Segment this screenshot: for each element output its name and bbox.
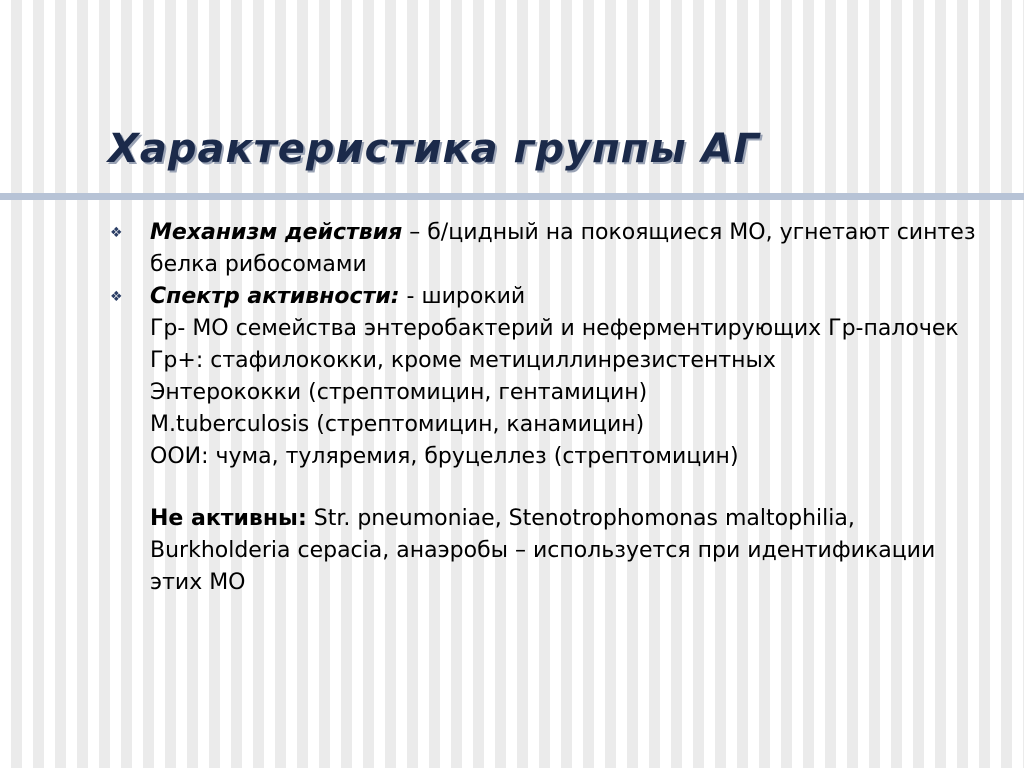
bullet-lead: Спектр активности:: [150, 284, 400, 309]
diamond-bullet-icon: ❖: [110, 225, 123, 241]
inactive-label: Не активны:: [150, 506, 307, 531]
spectrum-line-dangerous-infections: ООИ: чума, туляремия, бруцеллез (стрептомицин): [150, 444, 739, 469]
diamond-bullet-icon: ❖: [110, 289, 123, 305]
bullet-lead: Механизм действия: [150, 220, 403, 245]
bullet-text: - широкий: [399, 284, 526, 309]
bullet-spectrum: [108, 281, 988, 313]
inactive-paragraph: [108, 503, 988, 599]
spectrum-line-gram-positive: Гр+: стафилококки, кроме метициллинрезистентных: [150, 348, 776, 373]
title-underline: [0, 193, 1024, 200]
bullet-mechanism: [108, 217, 988, 281]
spectrum-line-tuberculosis: M.tuberculosis (стрептомицин, канамицин): [150, 412, 645, 437]
slide-title: Характеристика группы АГ: [108, 126, 760, 172]
spectrum-line-enterococci: Энтерококки (стрептомицин, гентамицин): [150, 380, 648, 405]
bullet-text: – б/цидный на покоящиеся МО, угнетают синтез белка рибосомами: [150, 220, 976, 277]
inactive-text: Str. pneumoniae, Stenotrophomonas maltophilia, Burkholderia cepacia, анаэробы – используется при идентификации этих МО: [150, 506, 936, 595]
spacer: [108, 473, 988, 503]
slide-body: [108, 217, 988, 599]
spectrum-line-gram-negative: Гр- МО семейства энтеробактерий и неферментирующих Гр-палочек: [150, 316, 959, 341]
